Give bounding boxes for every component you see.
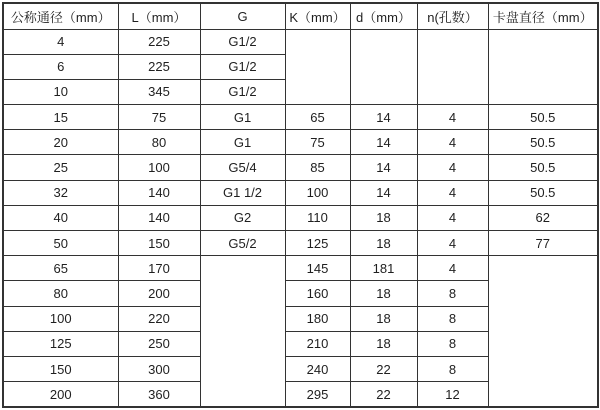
cell-n: 8 bbox=[417, 356, 488, 381]
cell-L: 220 bbox=[118, 306, 200, 331]
cell-G: G5/4 bbox=[200, 155, 285, 180]
cell-K: 75 bbox=[285, 130, 350, 155]
cell-n: 4 bbox=[417, 231, 488, 256]
table-row bbox=[3, 130, 598, 155]
cell-K: 125 bbox=[285, 231, 350, 256]
cell-L: 170 bbox=[118, 256, 200, 281]
cell-L: 150 bbox=[118, 231, 200, 256]
table-row bbox=[3, 29, 598, 54]
cell-d: 18 bbox=[350, 331, 417, 356]
cell-n-merged-empty bbox=[417, 29, 488, 105]
cell-K: 110 bbox=[285, 205, 350, 230]
table-row bbox=[3, 205, 598, 230]
header-n-holes: n(孔数） bbox=[417, 3, 488, 29]
header-d: d（mm） bbox=[350, 3, 417, 29]
cell-d: 18 bbox=[350, 281, 417, 306]
cell-nominal: 4 bbox=[3, 29, 118, 54]
table-row bbox=[3, 105, 598, 130]
cell-d: 18 bbox=[350, 306, 417, 331]
table-row bbox=[3, 155, 598, 180]
cell-nominal: 10 bbox=[3, 79, 118, 104]
cell-G: G1 bbox=[200, 130, 285, 155]
cell-G: G1 bbox=[200, 105, 285, 130]
cell-d: 14 bbox=[350, 130, 417, 155]
cell-L: 250 bbox=[118, 331, 200, 356]
cell-L: 345 bbox=[118, 79, 200, 104]
cell-K: 145 bbox=[285, 256, 350, 281]
cell-chuck: 77 bbox=[488, 231, 598, 256]
cell-nominal: 200 bbox=[3, 382, 118, 407]
cell-n: 4 bbox=[417, 256, 488, 281]
cell-L: 225 bbox=[118, 54, 200, 79]
header-G: G bbox=[200, 3, 285, 29]
cell-n: 4 bbox=[417, 205, 488, 230]
cell-chuck-merged-empty bbox=[488, 256, 598, 407]
header-chuck-diameter: 卡盘直径（mm） bbox=[488, 3, 598, 29]
cell-d: 22 bbox=[350, 382, 417, 407]
cell-G-merged-empty bbox=[200, 256, 285, 407]
cell-L: 140 bbox=[118, 180, 200, 205]
cell-nominal: 40 bbox=[3, 205, 118, 230]
cell-K: 160 bbox=[285, 281, 350, 306]
cell-n: 4 bbox=[417, 130, 488, 155]
cell-d: 22 bbox=[350, 356, 417, 381]
cell-n: 12 bbox=[417, 382, 488, 407]
cell-chuck: 50.5 bbox=[488, 105, 598, 130]
table-row bbox=[3, 231, 598, 256]
cell-L: 300 bbox=[118, 356, 200, 381]
cell-chuck: 62 bbox=[488, 205, 598, 230]
cell-K: 85 bbox=[285, 155, 350, 180]
cell-G: G1/2 bbox=[200, 54, 285, 79]
cell-L: 225 bbox=[118, 29, 200, 54]
cell-K: 210 bbox=[285, 331, 350, 356]
cell-G: G5/2 bbox=[200, 231, 285, 256]
header-K: K（mm） bbox=[285, 3, 350, 29]
cell-d-merged-empty bbox=[350, 29, 417, 105]
cell-L: 80 bbox=[118, 130, 200, 155]
table-row bbox=[3, 180, 598, 205]
cell-nominal: 25 bbox=[3, 155, 118, 180]
cell-d: 181 bbox=[350, 256, 417, 281]
cell-chuck: 50.5 bbox=[488, 130, 598, 155]
cell-d: 14 bbox=[350, 155, 417, 180]
cell-K: 295 bbox=[285, 382, 350, 407]
cell-n: 4 bbox=[417, 180, 488, 205]
cell-L: 140 bbox=[118, 205, 200, 230]
cell-nominal: 80 bbox=[3, 281, 118, 306]
cell-nominal: 100 bbox=[3, 306, 118, 331]
cell-d: 18 bbox=[350, 205, 417, 230]
cell-G: G2 bbox=[200, 205, 285, 230]
cell-n: 8 bbox=[417, 331, 488, 356]
cell-K: 180 bbox=[285, 306, 350, 331]
cell-d: 14 bbox=[350, 180, 417, 205]
cell-nominal: 32 bbox=[3, 180, 118, 205]
header-row bbox=[3, 3, 598, 29]
cell-L: 100 bbox=[118, 155, 200, 180]
header-nominal-diameter: 公称通径（mm） bbox=[3, 3, 118, 29]
cell-nominal: 125 bbox=[3, 331, 118, 356]
cell-K: 240 bbox=[285, 356, 350, 381]
cell-K: 100 bbox=[285, 180, 350, 205]
cell-K-merged-empty bbox=[285, 29, 350, 105]
cell-nominal: 6 bbox=[3, 54, 118, 79]
spec-table bbox=[2, 2, 599, 408]
cell-nominal: 65 bbox=[3, 256, 118, 281]
cell-n: 4 bbox=[417, 155, 488, 180]
cell-nominal: 15 bbox=[3, 105, 118, 130]
cell-n: 4 bbox=[417, 105, 488, 130]
cell-nominal: 50 bbox=[3, 231, 118, 256]
cell-d: 14 bbox=[350, 105, 417, 130]
table-row bbox=[3, 256, 598, 281]
cell-d: 18 bbox=[350, 231, 417, 256]
cell-chuck: 50.5 bbox=[488, 155, 598, 180]
cell-K: 65 bbox=[285, 105, 350, 130]
cell-chuck-merged-empty bbox=[488, 29, 598, 105]
cell-n: 8 bbox=[417, 306, 488, 331]
cell-L: 360 bbox=[118, 382, 200, 407]
cell-L: 200 bbox=[118, 281, 200, 306]
cell-G: G1/2 bbox=[200, 79, 285, 104]
cell-G: G1/2 bbox=[200, 29, 285, 54]
cell-L: 75 bbox=[118, 105, 200, 130]
header-L: L（mm） bbox=[118, 3, 200, 29]
cell-chuck: 50.5 bbox=[488, 180, 598, 205]
cell-G: G1 1/2 bbox=[200, 180, 285, 205]
cell-nominal: 20 bbox=[3, 130, 118, 155]
cell-n: 8 bbox=[417, 281, 488, 306]
cell-nominal: 150 bbox=[3, 356, 118, 381]
